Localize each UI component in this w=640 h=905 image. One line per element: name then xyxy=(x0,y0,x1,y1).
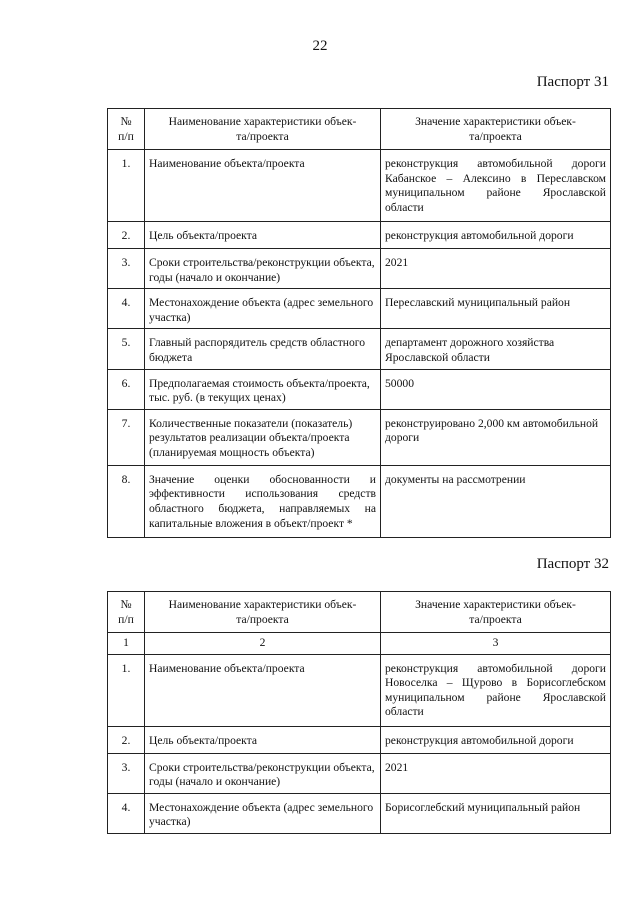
row-name: Значение оценки обоснованности и эффективности использования средств областного бюджета, направляемых на капитальные вложения в объект/проект * xyxy=(145,465,381,537)
column-index-row xyxy=(108,633,611,655)
row-value: реконструировано 2,000 км автомобильной дороги xyxy=(381,409,611,465)
row-name: Цель объекта/проекта xyxy=(145,222,381,249)
row-name: Сроки строительства/реконструкции объекта, годы (начало и окончание) xyxy=(145,249,381,289)
row-value: Борисоглебский муниципальный район xyxy=(381,793,611,833)
column-index: 1 xyxy=(108,633,145,655)
row-value: 2021 xyxy=(381,249,611,289)
table-row xyxy=(108,222,611,249)
header-value: Значение характеристики объек- та/проекта xyxy=(381,109,611,150)
table-row xyxy=(108,793,611,833)
row-num: 4. xyxy=(108,289,145,329)
table-row xyxy=(108,465,611,537)
table-row xyxy=(108,726,611,753)
header-value: Значение характеристики объек- та/проекта xyxy=(381,592,611,633)
row-value: Переславский муниципальный район xyxy=(381,289,611,329)
row-name: Количественные показатели (показатель) результатов реализации объекта/проекта (планируемая мощность объекта) xyxy=(145,409,381,465)
row-num: 3. xyxy=(108,753,145,793)
row-name: Предполагаемая стоимость объекта/проекта, тыс. руб. (в текущих ценах) xyxy=(145,369,381,409)
row-num: 5. xyxy=(108,329,145,369)
table-row xyxy=(108,369,611,409)
table-row xyxy=(108,289,611,329)
row-value: реконструкция автомобильной дороги xyxy=(381,222,611,249)
passport-32-title: Паспорт 32 xyxy=(536,556,609,572)
column-index: 3 xyxy=(381,633,611,655)
passport-32-table xyxy=(107,591,611,834)
header-num: № п/п xyxy=(108,109,145,150)
table-row xyxy=(108,654,611,726)
table-row xyxy=(108,249,611,289)
row-num: 8. xyxy=(108,465,145,537)
table-row xyxy=(108,150,611,222)
row-num: 7. xyxy=(108,409,145,465)
row-name: Наименование объекта/проекта xyxy=(145,150,381,222)
column-index: 2 xyxy=(145,633,381,655)
row-name: Местонахождение объекта (адрес земельного участка) xyxy=(145,289,381,329)
row-num: 4. xyxy=(108,793,145,833)
table-header-row xyxy=(108,592,611,633)
row-name: Местонахождение объекта (адрес земельного участка) xyxy=(145,793,381,833)
page-number: 22 xyxy=(312,38,328,54)
table-header-row xyxy=(108,109,611,150)
header-name: Наименование характеристики объек- та/проекта xyxy=(145,592,381,633)
row-num: 1. xyxy=(108,654,145,726)
table-row xyxy=(108,753,611,793)
row-num: 2. xyxy=(108,726,145,753)
table-row xyxy=(108,329,611,369)
row-num: 1. xyxy=(108,150,145,222)
row-name: Сроки строительства/реконструкции объекта, годы (начало и окончание) xyxy=(145,753,381,793)
row-value: реконструкция автомобильной дороги xyxy=(381,726,611,753)
row-name: Главный распорядитель средств областного бюджета xyxy=(145,329,381,369)
row-value: 2021 xyxy=(381,753,611,793)
row-value: 50000 xyxy=(381,369,611,409)
row-value: реконструкция автомобильной дороги Новоселка – Щурово в Борисоглебском муниципальном районе Ярославской области xyxy=(381,654,611,726)
passport-31-title: Паспорт 31 xyxy=(536,74,609,90)
row-num: 2. xyxy=(108,222,145,249)
passport-31-table xyxy=(107,108,611,538)
row-num: 6. xyxy=(108,369,145,409)
row-value: документы на рассмотрении xyxy=(381,465,611,537)
row-name: Наименование объекта/проекта xyxy=(145,654,381,726)
table-row xyxy=(108,409,611,465)
row-num: 3. xyxy=(108,249,145,289)
header-name: Наименование характеристики объек- та/проекта xyxy=(145,109,381,150)
header-num: № п/п xyxy=(108,592,145,633)
row-value: департамент дорожного хозяйства Ярославской области xyxy=(381,329,611,369)
row-name: Цель объекта/проекта xyxy=(145,726,381,753)
row-value: реконструкция автомобильной дороги Кабанское – Алексино в Переславском муниципальном районе Ярославской области xyxy=(381,150,611,222)
